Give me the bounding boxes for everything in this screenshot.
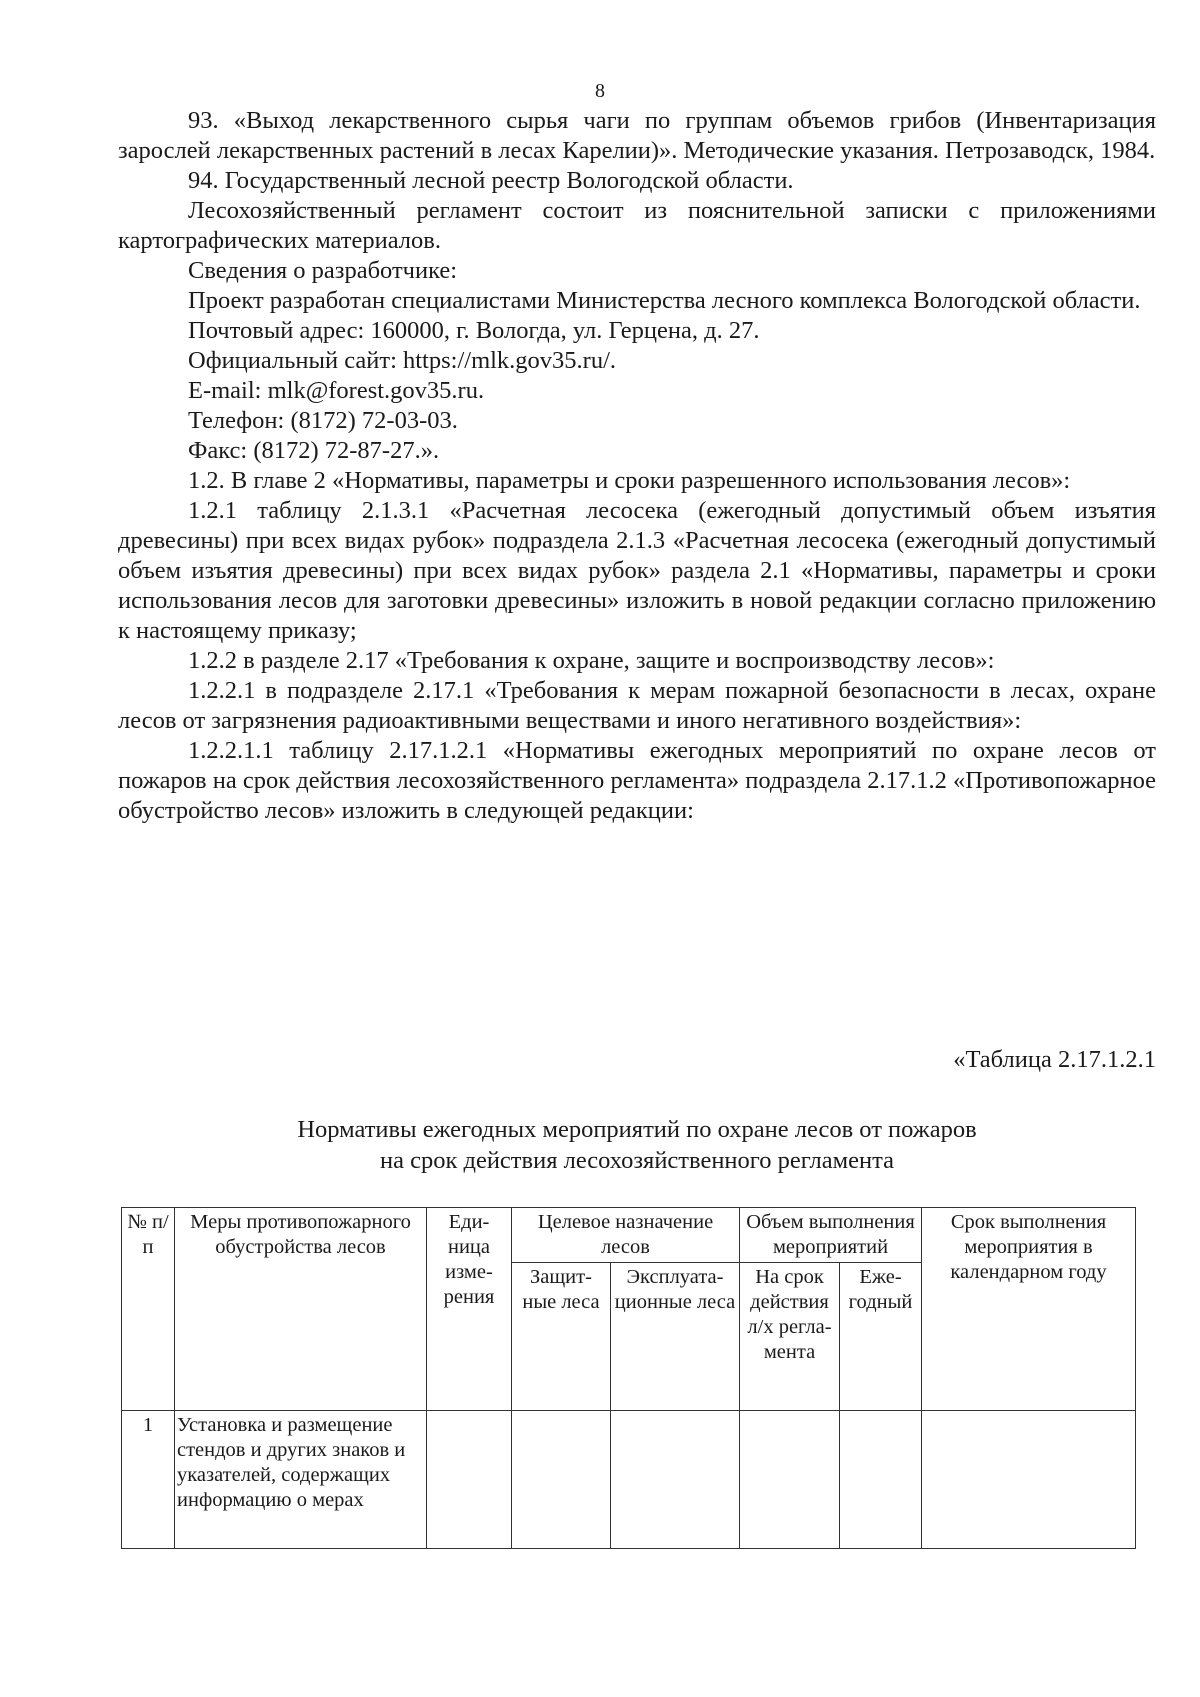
table-title — [118, 1114, 1156, 1176]
paragraph-regulation-structure: Лесохозяйственный регламент состоит из пояснительной записки с приложениями картографических материалов. — [118, 197, 1156, 254]
paragraph-93: 93. «Выход лекарственного сырья чаги по группам объемов грибов (Инвентаризация зарослей лекарственных растений в лесах Карелии)». Методические указания. Петрозаводск, 1984. — [118, 107, 1156, 164]
row-1-unit — [427, 1411, 512, 1549]
paragraph-1-2-1: 1.2.1 таблицу 2.1.3.1 «Расчетная лесосека (ежегодный допустимый объем изъятия древесины) при всех видах рубок» подраздела 2.1.3 «Расчетная лесосека (ежегодный допустимый объем изъятия древесины) при всех видах рубок» раздела 2.1 «Нормативы, параметры и сроки использования лесов для заготовки древесины» изложить в новой редакции согласно приложению к настоящему приказу; — [118, 497, 1156, 644]
header-protective: Защит-ные леса — [512, 1263, 611, 1411]
header-num: № п/п — [122, 1208, 175, 1411]
header-period: На срок действия л/х регла-мента — [740, 1263, 840, 1411]
table-header-row-1 — [122, 1208, 1136, 1263]
paragraph-phone: Телефон: (8172) 72-03-03. — [188, 407, 458, 434]
table-title-line-2: на срок действия лесохозяйственного регламента — [379, 1147, 895, 1174]
body-text — [118, 106, 1156, 826]
row-1-exploitation — [611, 1411, 740, 1549]
paragraph-email: E-mail: mlk@forest.gov35.ru. — [188, 377, 485, 404]
row-1-annual — [840, 1411, 922, 1549]
header-measures: Меры противопожарного обустройства лесов — [175, 1208, 427, 1411]
table-tag: «Таблица 2.17.1.2.1 — [953, 1046, 1156, 1073]
row-1-num: 1 — [122, 1411, 175, 1549]
header-unit: Еди-ница изме-рения — [427, 1208, 512, 1411]
page-number: 8 — [595, 80, 605, 102]
table-title-line-1: Нормативы ежегодных мероприятий по охране лесов от пожаров — [297, 1116, 977, 1143]
table-row — [122, 1411, 1136, 1549]
header-annual: Еже-годный — [840, 1263, 922, 1411]
header-volume: Объем выполнения мероприятий — [740, 1208, 922, 1263]
paragraph-developer: Проект разработан специалистами Министерства лесного комплекса Вологодской области. — [188, 287, 1141, 314]
paragraph-1-2: 1.2. В главе 2 «Нормативы, параметры и сроки разрешенного использования лесов»: — [188, 467, 1071, 494]
paragraph-94: 94. Государственный лесной реестр Вологодской области. — [188, 167, 794, 194]
paragraph-fax: Факс: (8172) 72-87-27.». — [188, 437, 440, 464]
row-1-period — [740, 1411, 840, 1549]
paragraph-1-2-2: 1.2.2 в разделе 2.17 «Требования к охране, защите и воспроизводству лесов»: — [188, 647, 995, 674]
paragraph-website: Официальный сайт: https://mlk.gov35.ru/. — [188, 347, 617, 374]
paragraph-developer-heading: Сведения о разработчике: — [188, 257, 458, 284]
paragraph-1-2-2-1-1: 1.2.2.1.1 таблицу 2.17.1.2.1 «Нормативы ежегодных мероприятий по охране лесов от пожаров на срок действия лесохозяйственного регламента» подраздела 2.17.1.2 «Противопожарное обустройство лесов» изложить в следующей редакции: — [118, 737, 1156, 824]
header-term: Срок выполнения мероприятия в календарном году — [922, 1208, 1136, 1411]
header-purpose: Целевое назначение лесов — [512, 1208, 740, 1263]
fire-measures-table — [121, 1207, 1136, 1549]
paragraph-postal-address: Почтовый адрес: 160000, г. Вологда, ул. Герцена, д. 27. — [188, 317, 760, 344]
row-1-measure: Установка и размещение стендов и других знаков и указателей, содержащих информацию о мерах — [175, 1411, 427, 1549]
row-1-protective — [512, 1411, 611, 1549]
header-exploitation: Эксплуата-ционные леса — [611, 1263, 740, 1411]
paragraph-1-2-2-1: 1.2.2.1 в подразделе 2.17.1 «Требования к мерам пожарной безопасности в лесах, охране лесов от загрязнения радиоактивными веществами и иного негативного воздействия»: — [118, 677, 1156, 734]
row-1-term — [922, 1411, 1136, 1549]
